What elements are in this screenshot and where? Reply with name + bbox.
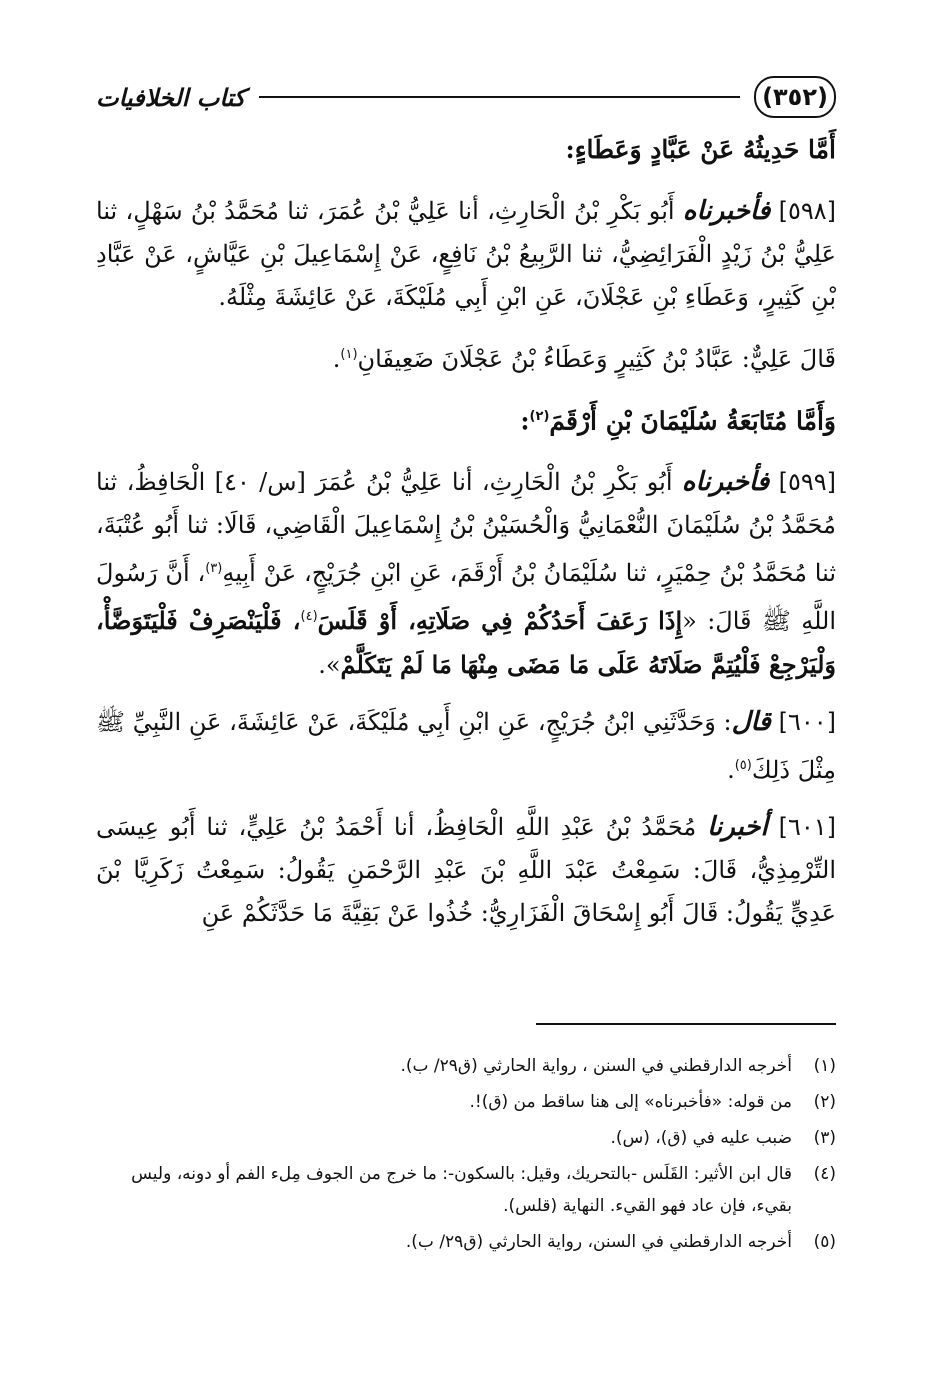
hadith-text: : وَحَدَّثَنِي ابْنُ جُرَيْجٍ، عَنِ ابْنِ أَبِي مُلَيْكَةَ، عَنْ عَائِشَةَ، عَنِ النَّبِيِّ ﷺ مِثْلَ ذَلِكَ [96,708,836,785]
hadith-599 [96,461,836,687]
footnote-number: (٤) [813,1164,836,1184]
footnote-text: من قوله: «فأخبرناه» إلى هنا ساقط من (ق)!. [469,1092,792,1112]
hadith-lead-word: فأخبرناه [681,467,770,498]
quote-close: ». [318,651,341,680]
hadith-lead-word: فأخبرناه [682,196,771,226]
hadith-tail: . [727,756,735,785]
hadith-lead-word: قال [731,707,771,738]
hadith-number: [٦٠١] [778,813,836,842]
footnote-text: أخرجه الدارقطني في السنن، رواية الحارثي (ق٢٩/ ب). [405,1232,792,1252]
footnote-text: ضبب عليه في (ق)، (س). [610,1128,792,1148]
footnote-number: (٥) [813,1232,836,1252]
footnote-text: أخرجه الدارقطني في السنن ، رواية الحارثي (ق٢٩/ ب). [400,1056,792,1076]
hadith-text: أَبُو بَكْرِ بْنُ الْحَارِثِ، أنا عَلِيُّ بْنُ عُمَرَ [س/ ٤٠] الْحَافِظُ، ثنا مُحَمَّدُ بْنُ سُلَيْمَانَ النُّعْمَانِيُّ وَالْحُسَيْنُ بْنُ إِسْمَاعِيلَ الْقَاضِي، قَالَا: ثنا أَبُو عُتْبَةَ، ثنا مُحَمَّدُ بْنُ حِمْيَرٍ، ثنا سُلَيْمَانُ بْنُ أَرْقَمَ، عَنِ ابْنِ جُرَيْجٍ، عَنْ أَبِيهِ [96,468,836,588]
footnote-ref: (٢) [529,409,550,424]
footnote [96,1086,836,1118]
footnote-number: (٢) [813,1092,836,1112]
note-text: قَالَ عَلِيٌّ: عَبَّادُ بْنُ كَثِيرٍ وَعَطَاءُ بْنُ عَجْلَانَ ضَعِيفَانِ [357,345,836,373]
hadith-text: أَبُو بَكْرِ بْنُ الْحَارِثِ، أنا عَلِيُّ بْنُ عُمَرَ، ثنا مُحَمَّدُ بْنُ سَهْلٍ، ثنا عَلِيُّ بْنُ زَيْدٍ الْفَرَائِضِيُّ، ثنا الرَّبِيعُ بْنُ نَافِعٍ، عَنْ إِسْمَاعِيلَ بْنِ عَيَّاشٍ، عَنْ عَبَّادِ بْنِ كَثِيرٍ، وَعَطَاءِ بْنِ عَجْلَانَ، عَنِ ابْنِ أَبِي مُلَيْكَةَ، عَنْ عَائِشَةَ مِثْلَهُ. [96,197,836,311]
hadith-number: [٥٩٩] [778,468,837,497]
hadith-number: [٦٠٠] [778,708,836,737]
footnote-ref: (٥) [734,758,752,774]
book-title: كتاب الخلافيات [96,82,246,112]
prophetic-quote: ، فَلْيَنْصَرِفْ فَلْيَتَوَضَّأْ، وَلْيَرْجِعْ فَلْيُتِمَّ صَلَاتَهُ عَلَى مَا مَضَى مِنْهَا مَا لَمْ يَتَكَلَّمْ [96,606,836,680]
hadith-lead-word: أخبرنا [707,812,768,843]
footnote-ref: (٣) [205,561,223,577]
footnote-number: (٣) [813,1128,836,1148]
footnote-separator [536,1023,836,1025]
section-heading-2 [96,395,836,443]
hadith-598 [96,190,836,319]
footnote-number: (١) [813,1056,836,1076]
hadith-600 [96,701,836,792]
hadith-number: [٥٩٨] [778,197,837,225]
page-number: (٣٥٢) [754,76,836,118]
heading-tail: : [520,406,530,436]
header-rule [259,96,740,98]
footnote [96,1122,836,1154]
footnote [96,1158,836,1222]
hadith-601 [96,806,836,935]
page-header [96,72,836,122]
prophetic-quote: إِذَا رَعَفَ أَحَدُكُمْ فِي صَلَاتِهِ، أَوْ قَلَسَ [317,606,683,636]
ali-note: قَالَ عَلِيٌّ: عَبَّادُ بْنُ كَثِيرٍ وَعَطَاءُ بْنُ عَجْلَانَ ضَعِيفَانِ$^{(١)}$. [332,345,836,373]
hadith-text: مُحَمَّدُ بْنُ عَبْدِ اللَّهِ الْحَافِظُ، أنا أَحْمَدُ بْنُ عَلِيٍّ، ثنا أَبُو عِيسَى التِّرْمِذِيُّ، قَالَ: سَمِعْتُ عَبْدَ اللَّهِ بْنَ عَبْدِ الرَّحْمَنِ يَقُولُ: سَمِعْتُ زَكَرِيَّا بْنَ عَدِيٍّ يَقُولُ: قَالَ أَبُو إِسْحَاقَ الْفَزَارِيُّ: خُذُوا عَنْ بَقِيَّةَ مَا حَدَّثَكُمْ عَنِ [96,813,837,928]
main-text [96,128,836,949]
heading-text: وَأَمَّا مُتَابَعَةُ سُلَيْمَانَ بْنِ أَرْقَمَ [549,406,836,436]
footnote [96,1050,836,1082]
section-heading-1: أَمَّا حَدِيثُهُ عَنْ عَبَّادٍ وَعَطَاءٍ: [565,135,836,164]
footnote-ref: (٤) [300,609,318,625]
document-page [96,60,836,1330]
footnote-ref: (١) [340,347,358,362]
footnotes [96,1050,836,1262]
footnote-text: قال ابن الأثير: القَلَس -بالتحريك، وقيل: بالسكون-: ما خرج من الجوف مِلء الفم أو دونه، وليس بقيء، فإن عاد فهو القيء. النهاية (قلس). [131,1164,792,1216]
footnote [96,1226,836,1258]
hadith-text: ، أَنَّ رَسُولَ اللَّهِ ﷺ قَالَ: « [96,559,837,636]
